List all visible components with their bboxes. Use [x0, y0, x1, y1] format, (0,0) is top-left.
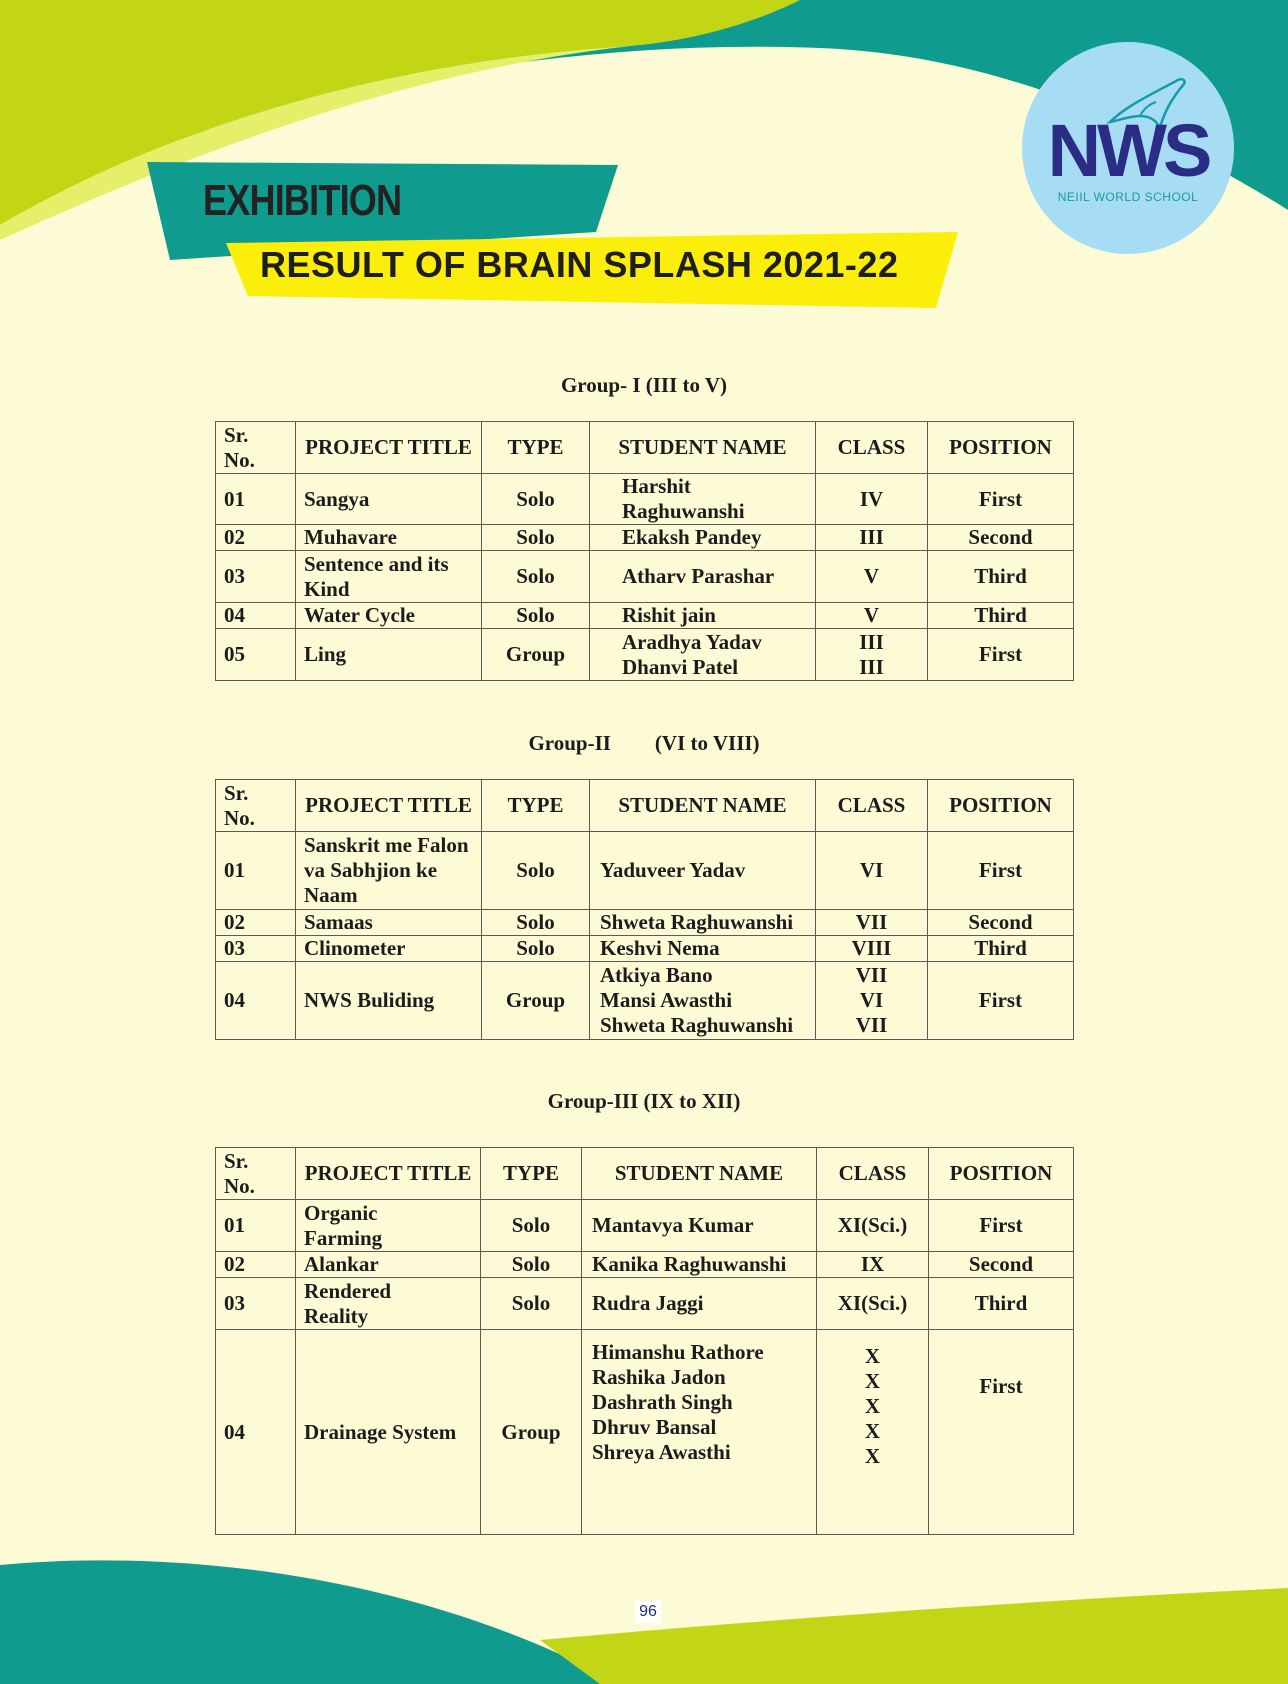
- group-2-heading: [0, 731, 1288, 756]
- position: Third: [929, 1278, 1074, 1330]
- sr-no: 02: [216, 910, 296, 936]
- student-class: VIII: [816, 936, 928, 962]
- sr-no: 04: [216, 1330, 296, 1535]
- table-row: [216, 832, 1074, 910]
- header-project-title: PROJECT TITLE: [296, 1148, 481, 1200]
- table-row: [216, 1252, 1074, 1278]
- student-class: XI(Sci.): [817, 1200, 929, 1252]
- position: Second: [928, 910, 1074, 936]
- page-number: 96: [635, 1601, 661, 1623]
- project-type: Group: [482, 962, 590, 1040]
- position: Second: [928, 525, 1074, 551]
- position: Third: [928, 551, 1074, 603]
- project-title: Rendered Reality: [296, 1278, 481, 1330]
- header-class: CLASS: [816, 780, 928, 832]
- student-class: IV: [816, 474, 928, 525]
- position: First: [928, 474, 1074, 525]
- table-row: [216, 1278, 1074, 1330]
- project-type: Solo: [481, 1278, 582, 1330]
- position: Third: [928, 603, 1074, 629]
- project-type: Group: [482, 629, 590, 681]
- student-name: Rudra Jaggi: [582, 1278, 817, 1330]
- project-title: Samaas: [296, 910, 482, 936]
- project-title: Muhavare: [296, 525, 482, 551]
- student-class: X X X X X: [817, 1330, 929, 1535]
- sr-no: 03: [216, 551, 296, 603]
- header-type: TYPE: [482, 422, 590, 474]
- student-class: VII: [816, 910, 928, 936]
- sr-no: 05: [216, 629, 296, 681]
- table-row: [216, 603, 1074, 629]
- student-class: III: [816, 525, 928, 551]
- position: First: [928, 832, 1074, 910]
- table-header-row: [216, 1148, 1074, 1200]
- sr-no: 03: [216, 936, 296, 962]
- student-class: XI(Sci.): [817, 1278, 929, 1330]
- project-title: Ling: [296, 629, 482, 681]
- group-3-heading: Group-III (IX to XII): [547, 1089, 741, 1113]
- header-sr-no: Sr. No.: [216, 422, 296, 474]
- position: First: [929, 1200, 1074, 1252]
- header-student-name: STUDENT NAME: [590, 780, 816, 832]
- sr-no: 02: [216, 525, 296, 551]
- project-type: Solo: [482, 832, 590, 910]
- group-2-heading-range: (VI to VIII): [654, 731, 760, 755]
- student-name: Kanika Raghuwanshi: [582, 1252, 817, 1278]
- student-name: Shweta Raghuwanshi: [590, 910, 816, 936]
- header-position: POSITION: [928, 780, 1074, 832]
- group-2-heading-name: Group-II: [528, 731, 611, 755]
- project-type: Solo: [482, 551, 590, 603]
- sr-no: 01: [216, 832, 296, 910]
- student-name: Atharv Parashar: [590, 551, 816, 603]
- student-name: Mantavya Kumar: [582, 1200, 817, 1252]
- table-row: [216, 525, 1074, 551]
- project-title: Drainage System: [296, 1330, 481, 1535]
- page-title: RESULT OF BRAIN SPLASH 2021-22: [260, 244, 899, 285]
- table-header-row: [216, 422, 1074, 474]
- student-name: Ekaksh Pandey: [590, 525, 816, 551]
- project-type: Solo: [482, 936, 590, 962]
- student-class: IX: [817, 1252, 929, 1278]
- student-class: III III: [816, 629, 928, 681]
- sr-no: 01: [216, 474, 296, 525]
- header-type: TYPE: [481, 1148, 582, 1200]
- project-title: Sangya: [296, 474, 482, 525]
- project-type: Solo: [482, 603, 590, 629]
- group-2-table: [215, 779, 1074, 1040]
- group-1-heading: Group- I (III to V): [560, 373, 728, 397]
- group-3-table: [215, 1147, 1074, 1535]
- logo-school-name: NEIIL WORLD SCHOOL: [1057, 190, 1199, 204]
- student-name: Keshvi Nema: [590, 936, 816, 962]
- student-name: Rishit jain: [590, 603, 816, 629]
- header-student-name: STUDENT NAME: [590, 422, 816, 474]
- header-student-name: STUDENT NAME: [582, 1148, 817, 1200]
- position: First: [928, 629, 1074, 681]
- header-sr-no: Sr. No.: [216, 780, 296, 832]
- project-title: Sentence and its Kind: [296, 551, 482, 603]
- header-position: POSITION: [928, 422, 1074, 474]
- table-row: [216, 1330, 1074, 1535]
- header-project-title: PROJECT TITLE: [296, 422, 482, 474]
- student-class: VII VI VII: [816, 962, 928, 1040]
- student-name: Atkiya Bano Mansi Awasthi Shweta Raghuwanshi: [590, 962, 816, 1040]
- logo-letters: NWS: [1047, 109, 1209, 192]
- position: First: [928, 962, 1074, 1040]
- project-title: Clinometer: [296, 936, 482, 962]
- school-logo: [1022, 42, 1234, 254]
- header-class: CLASS: [817, 1148, 929, 1200]
- position: First: [929, 1330, 1074, 1535]
- project-type: Group: [481, 1330, 582, 1535]
- student-name: Yaduveer Yadav: [590, 832, 816, 910]
- project-title: Sanskrit me Falon va Sabhjion ke Naam: [296, 832, 482, 910]
- student-class: VI: [816, 832, 928, 910]
- table-row: [216, 629, 1074, 681]
- sr-no: 04: [216, 962, 296, 1040]
- project-type: Solo: [482, 910, 590, 936]
- table-row: [216, 474, 1074, 525]
- header-class: CLASS: [816, 422, 928, 474]
- header-position: POSITION: [929, 1148, 1074, 1200]
- project-type: Solo: [481, 1200, 582, 1252]
- student-name: Himanshu Rathore Rashika Jadon Dashrath Singh Dhruv Bansal Shreya Awasthi: [582, 1330, 817, 1535]
- project-type: Solo: [481, 1252, 582, 1278]
- project-title: NWS Buliding: [296, 962, 482, 1040]
- project-title: Organic Farming: [296, 1200, 481, 1252]
- sr-no: 04: [216, 603, 296, 629]
- project-type: Solo: [482, 525, 590, 551]
- sr-no: 02: [216, 1252, 296, 1278]
- table-row: [216, 962, 1074, 1040]
- group-1-table: [215, 421, 1074, 681]
- table-header-row: [216, 780, 1074, 832]
- table-row: [216, 910, 1074, 936]
- table-row: [216, 551, 1074, 603]
- project-title: Water Cycle: [296, 603, 482, 629]
- student-class: V: [816, 551, 928, 603]
- project-type: Solo: [482, 474, 590, 525]
- project-title: Alankar: [296, 1252, 481, 1278]
- student-name: Aradhya Yadav Dhanvi Patel: [590, 629, 816, 681]
- sr-no: 03: [216, 1278, 296, 1330]
- student-name: Harshit Raghuwanshi: [590, 474, 816, 525]
- section-label: EXHIBITION: [203, 176, 402, 225]
- header-sr-no: Sr. No.: [216, 1148, 296, 1200]
- position: Third: [928, 936, 1074, 962]
- header-project-title: PROJECT TITLE: [296, 780, 482, 832]
- sr-no: 01: [216, 1200, 296, 1252]
- header-type: TYPE: [482, 780, 590, 832]
- table-row: [216, 936, 1074, 962]
- student-class: V: [816, 603, 928, 629]
- table-row: [216, 1200, 1074, 1252]
- position: Second: [929, 1252, 1074, 1278]
